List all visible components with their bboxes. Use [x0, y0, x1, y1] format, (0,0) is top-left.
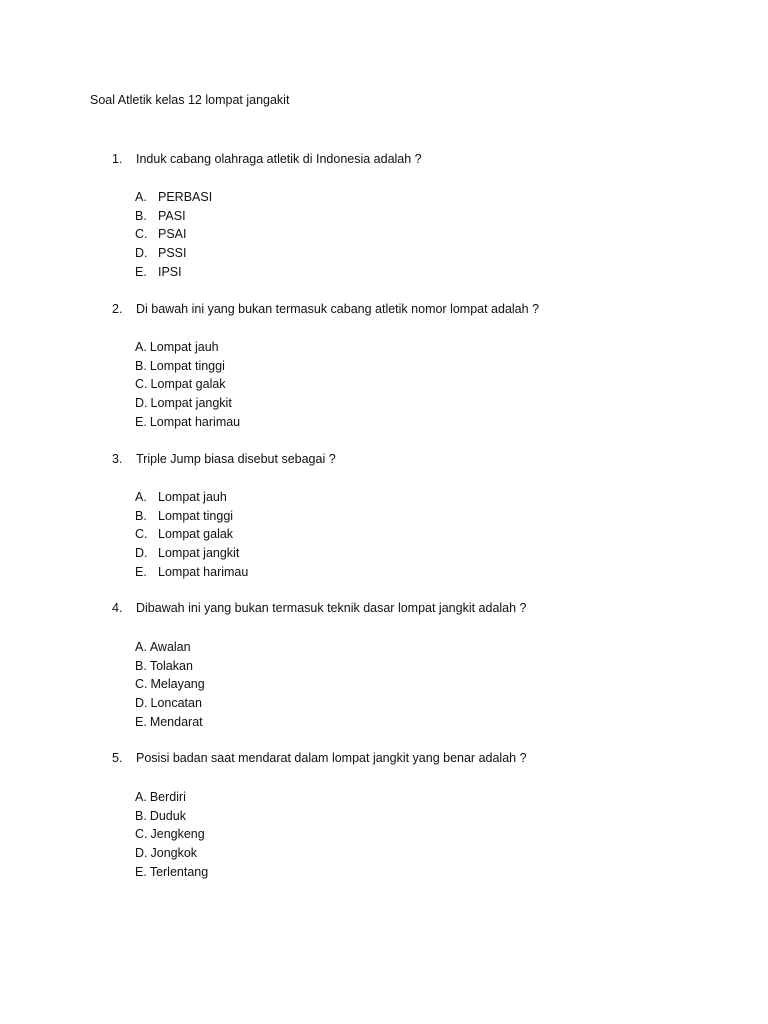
option-c: C. Melayang — [135, 677, 205, 692]
option-c: C. Lompat galak — [135, 527, 234, 542]
options-list-4 — [135, 638, 205, 731]
option-d: D. Jongkok — [135, 846, 198, 861]
option-b: B. Lompat tinggi — [135, 358, 225, 373]
question-number: 4. — [112, 601, 123, 615]
question-text: Dibawah ini yang bukan termasuk teknik dasar lompat jangkit adalah ? — [136, 601, 527, 615]
option-c: C. PSAI — [135, 227, 187, 242]
option-a: A. Awalan — [135, 640, 191, 654]
option-e: E. IPSI — [135, 264, 182, 279]
options-list-3 — [135, 488, 248, 581]
option-c: C. Lompat galak — [135, 377, 226, 392]
options-list-5 — [135, 788, 208, 881]
option-b: B. Duduk — [135, 808, 186, 823]
options-list-2 — [135, 338, 240, 431]
question-number: 5. — [112, 751, 123, 765]
option-d: D. PSSI — [135, 246, 187, 261]
question-text: Di bawah ini yang bukan termasuk cabang atletik nomor lompat adalah ? — [136, 302, 540, 316]
question-text: Triple Jump biasa disebut sebagai ? — [136, 452, 336, 466]
option-b: B. Lompat tinggi — [135, 508, 234, 523]
option-d: D. Lompat jangkit — [135, 546, 240, 561]
option-e: E. Lompat harimau — [135, 564, 249, 579]
question-number: 1. — [112, 152, 123, 166]
option-d: D. Lompat jangkit — [135, 396, 232, 411]
option-a: A. Berdiri — [135, 790, 186, 804]
option-a: A. Lompat jauh — [135, 490, 227, 504]
option-e: E. Terlentang — [135, 864, 209, 879]
question-text: Induk cabang olahraga atletik di Indonesia adalah ? — [136, 152, 422, 166]
option-e: E. Mendarat — [135, 714, 203, 729]
question-number: 3. — [112, 452, 123, 466]
document-title: Soal Atletik kelas 12 lompat jangakit — [90, 93, 290, 107]
option-a: A. Lompat jauh — [135, 340, 219, 354]
question-text: Posisi badan saat mendarat dalam lompat jangkit yang benar adalah ? — [136, 751, 527, 765]
option-b: B. Tolakan — [135, 658, 193, 673]
option-e: E. Lompat harimau — [135, 414, 241, 429]
option-d: D. Loncatan — [135, 696, 202, 711]
option-a: A. PERBASI — [135, 190, 213, 204]
option-b: B. PASI — [135, 208, 186, 223]
option-c: C. Jengkeng — [135, 827, 205, 842]
question-number: 2. — [112, 302, 123, 316]
options-list-1 — [135, 188, 212, 281]
